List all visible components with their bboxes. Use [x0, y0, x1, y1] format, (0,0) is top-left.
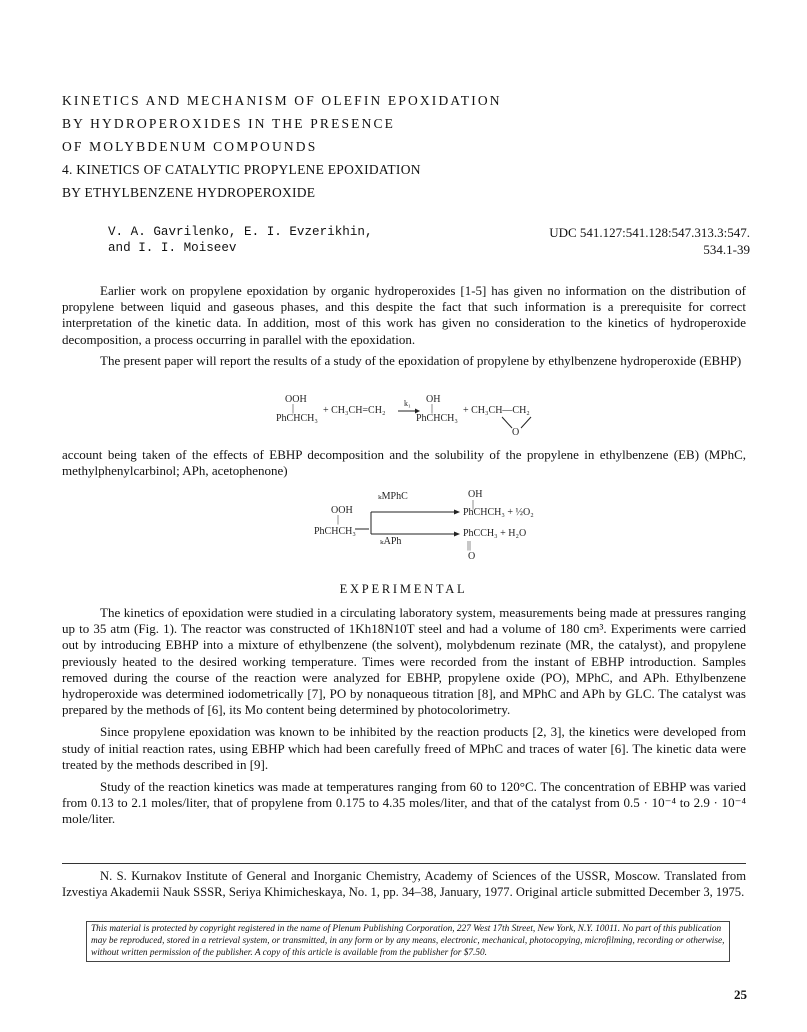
copyright-notice	[86, 921, 730, 962]
eq2-k-aph: ₖAPh	[380, 536, 402, 547]
footnote-rule	[62, 863, 746, 864]
title-line-2: BY HYDROPEROXIDES IN THE PRESENCE	[62, 116, 396, 131]
account-text: account being taken of the effects of EBHP decomposition and the solubility of the propylene in ethylbenzene (EB) (MPhC, methylphenylcarbinol; APh, acetophenone)	[62, 447, 746, 479]
experimental-paragraph-2: Since propylene epoxidation was known to be inhibited by the reaction products [2, 3], the kinetics were developed from study of initial reaction rates, using EBHP which had been carefully freed of MPhC and traces of water [6]. The kinetic data were treated by the methods described in [9].	[62, 724, 746, 772]
eq1-ooh: OOH	[285, 394, 307, 405]
eq1-rate-constant: k₁	[404, 399, 411, 408]
title-line-3: OF MOLYBDENUM COMPOUNDS	[62, 139, 318, 154]
eq1-reactant: PhCHCH₃	[276, 413, 318, 424]
authors	[108, 224, 373, 256]
experimental-section	[62, 605, 746, 828]
eq2-bond-ooh: |	[337, 514, 340, 525]
page-number: 25	[734, 987, 747, 1002]
footnote	[62, 869, 746, 901]
authors-line-2: and I. I. Moiseev	[108, 241, 237, 255]
eq1-product-epoxide: + CH₃CH—CH₂	[463, 405, 530, 416]
eq2-product-acetophenone-water: PhCCH₃ + H₂O	[463, 528, 527, 539]
eq2-bond-oh: |	[472, 499, 475, 510]
eq1-oh: OH	[426, 394, 441, 405]
authors-line-1: V. A. Gavrilenko, E. I. Evzerikhin,	[108, 225, 373, 239]
eq1-propylene: + CH₃CH=CH₂	[323, 405, 386, 416]
copyright-text: This material is protected by copyright registered in the name of Plenum Publishing Corporation, 227 West 17th Street, New York, N.Y. 10011. No part of this publication may be reproduced, stored in a retrieval system, or transmitted, in any form or by any means, electronic, mechanical, photocopying, microfilming, recording or otherwise, without written permission of the publisher. A copy of this article is available from the publisher for $7.50.	[91, 924, 725, 958]
title-line-4: 4. KINETICS OF CATALYTIC PROPYLENE EPOXIDATION	[62, 162, 421, 177]
experimental-paragraph-1: The kinetics of epoxidation were studied in a circulating laboratory system, measurements being made at pressures ranging up to 35 atm (Fig. 1). The reactor was constructed of 1Kh18N10T steel and had a volume of 180 cm³. Experiments were carried out by introducing EBHP into a mixture of ethylbenzene (the solvent), molybdenum rezinate (MR, the catalyst), and propylene previously heated to the desired working temperature. Times were recorded from the instant of EBHP introduction. Samples removed during the course of the reaction were analyzed for EBHP, propylene oxide (PO), MPhC, and APh. Ethylbenzene hydroperoxide was determined iodometrically [7], PO by nonaqueous titration [8], and MPhC and APh by GLC. The catalyst was prepared by the methods of [6], its Mo content being determined by photocolorimetry.	[62, 605, 746, 718]
eq1-bond-2: |	[431, 403, 434, 414]
eq2-carbonyl-oxygen: O	[468, 551, 476, 562]
eq2-oh: OH	[468, 489, 483, 500]
footnote-text: N. S. Kurnakov Institute of General and Inorganic Chemistry, Academy of Sciences of the USSR, Moscow. Translated from Izvestiya Akademii Nauk SSSR, Seriya Khimicheskaya, No. 1, pp. 34–38, January, 1977. Original article submitted December 3, 1975.	[62, 869, 746, 899]
eq2-k-mphc: ₖMPhC	[378, 491, 408, 502]
udc-line-2: 534.1-39	[703, 242, 750, 257]
eq2-double-bond: ||	[467, 540, 472, 551]
intro-section	[62, 283, 746, 369]
eq2-ooh: OOH	[331, 505, 353, 516]
udc-code	[549, 224, 750, 258]
eq2-branching-arrows	[355, 504, 460, 544]
eq2-reactant: PhCHCH₃	[314, 526, 356, 537]
account-paragraph	[62, 447, 746, 479]
intro-paragraph-2: The present paper will report the results of a study of the epoxidation of propylene by ethylbenzene hydroperoxide (EBHP)	[100, 352, 742, 368]
eq2-product-carbinol-oxygen: PhCHCH₃ + ½O₂	[463, 507, 534, 518]
experimental-paragraph-3: Study of the reaction kinetics was made at temperatures ranging from 60 to 120°C. The concentration of EBHP was varied from 0.13 to 2.1 moles/liter, that of propylene from 0.175 to 4.35 moles/liter, and that of the catalyst from 0.5 · 10⁻⁴ to 2.9 · 10⁻⁴ mole/liter.	[62, 779, 746, 827]
eq1-product-carbinol: PhCHCH₃	[416, 413, 458, 424]
experimental-heading: EXPERIMENTAL	[339, 582, 468, 596]
intro-paragraph-1: Earlier work on propylene epoxidation by organic hydroperoxides [1-5] has given no information on the distribution of propylene between liquid and gaseous phases, and this despite the fact that such information is a prerequisite for correct interpretation of the kinetic data. In addition, most of this work has given no consideration to the kinetics of hydroperoxide decomposition, a process occurring in parallel with the epoxidation.	[62, 283, 746, 347]
title-line-5: BY ETHYLBENZENE HYDROPEROXIDE	[62, 185, 316, 200]
eq1-bond-1: |	[292, 403, 295, 414]
udc-line-1: UDC 541.127:541.128:547.313.3:547.	[549, 225, 750, 240]
eq1-epoxide-oxygen: O	[512, 427, 520, 438]
title-line-1: KINETICS AND MECHANISM OF OLEFIN EPOXIDATION	[62, 93, 502, 108]
